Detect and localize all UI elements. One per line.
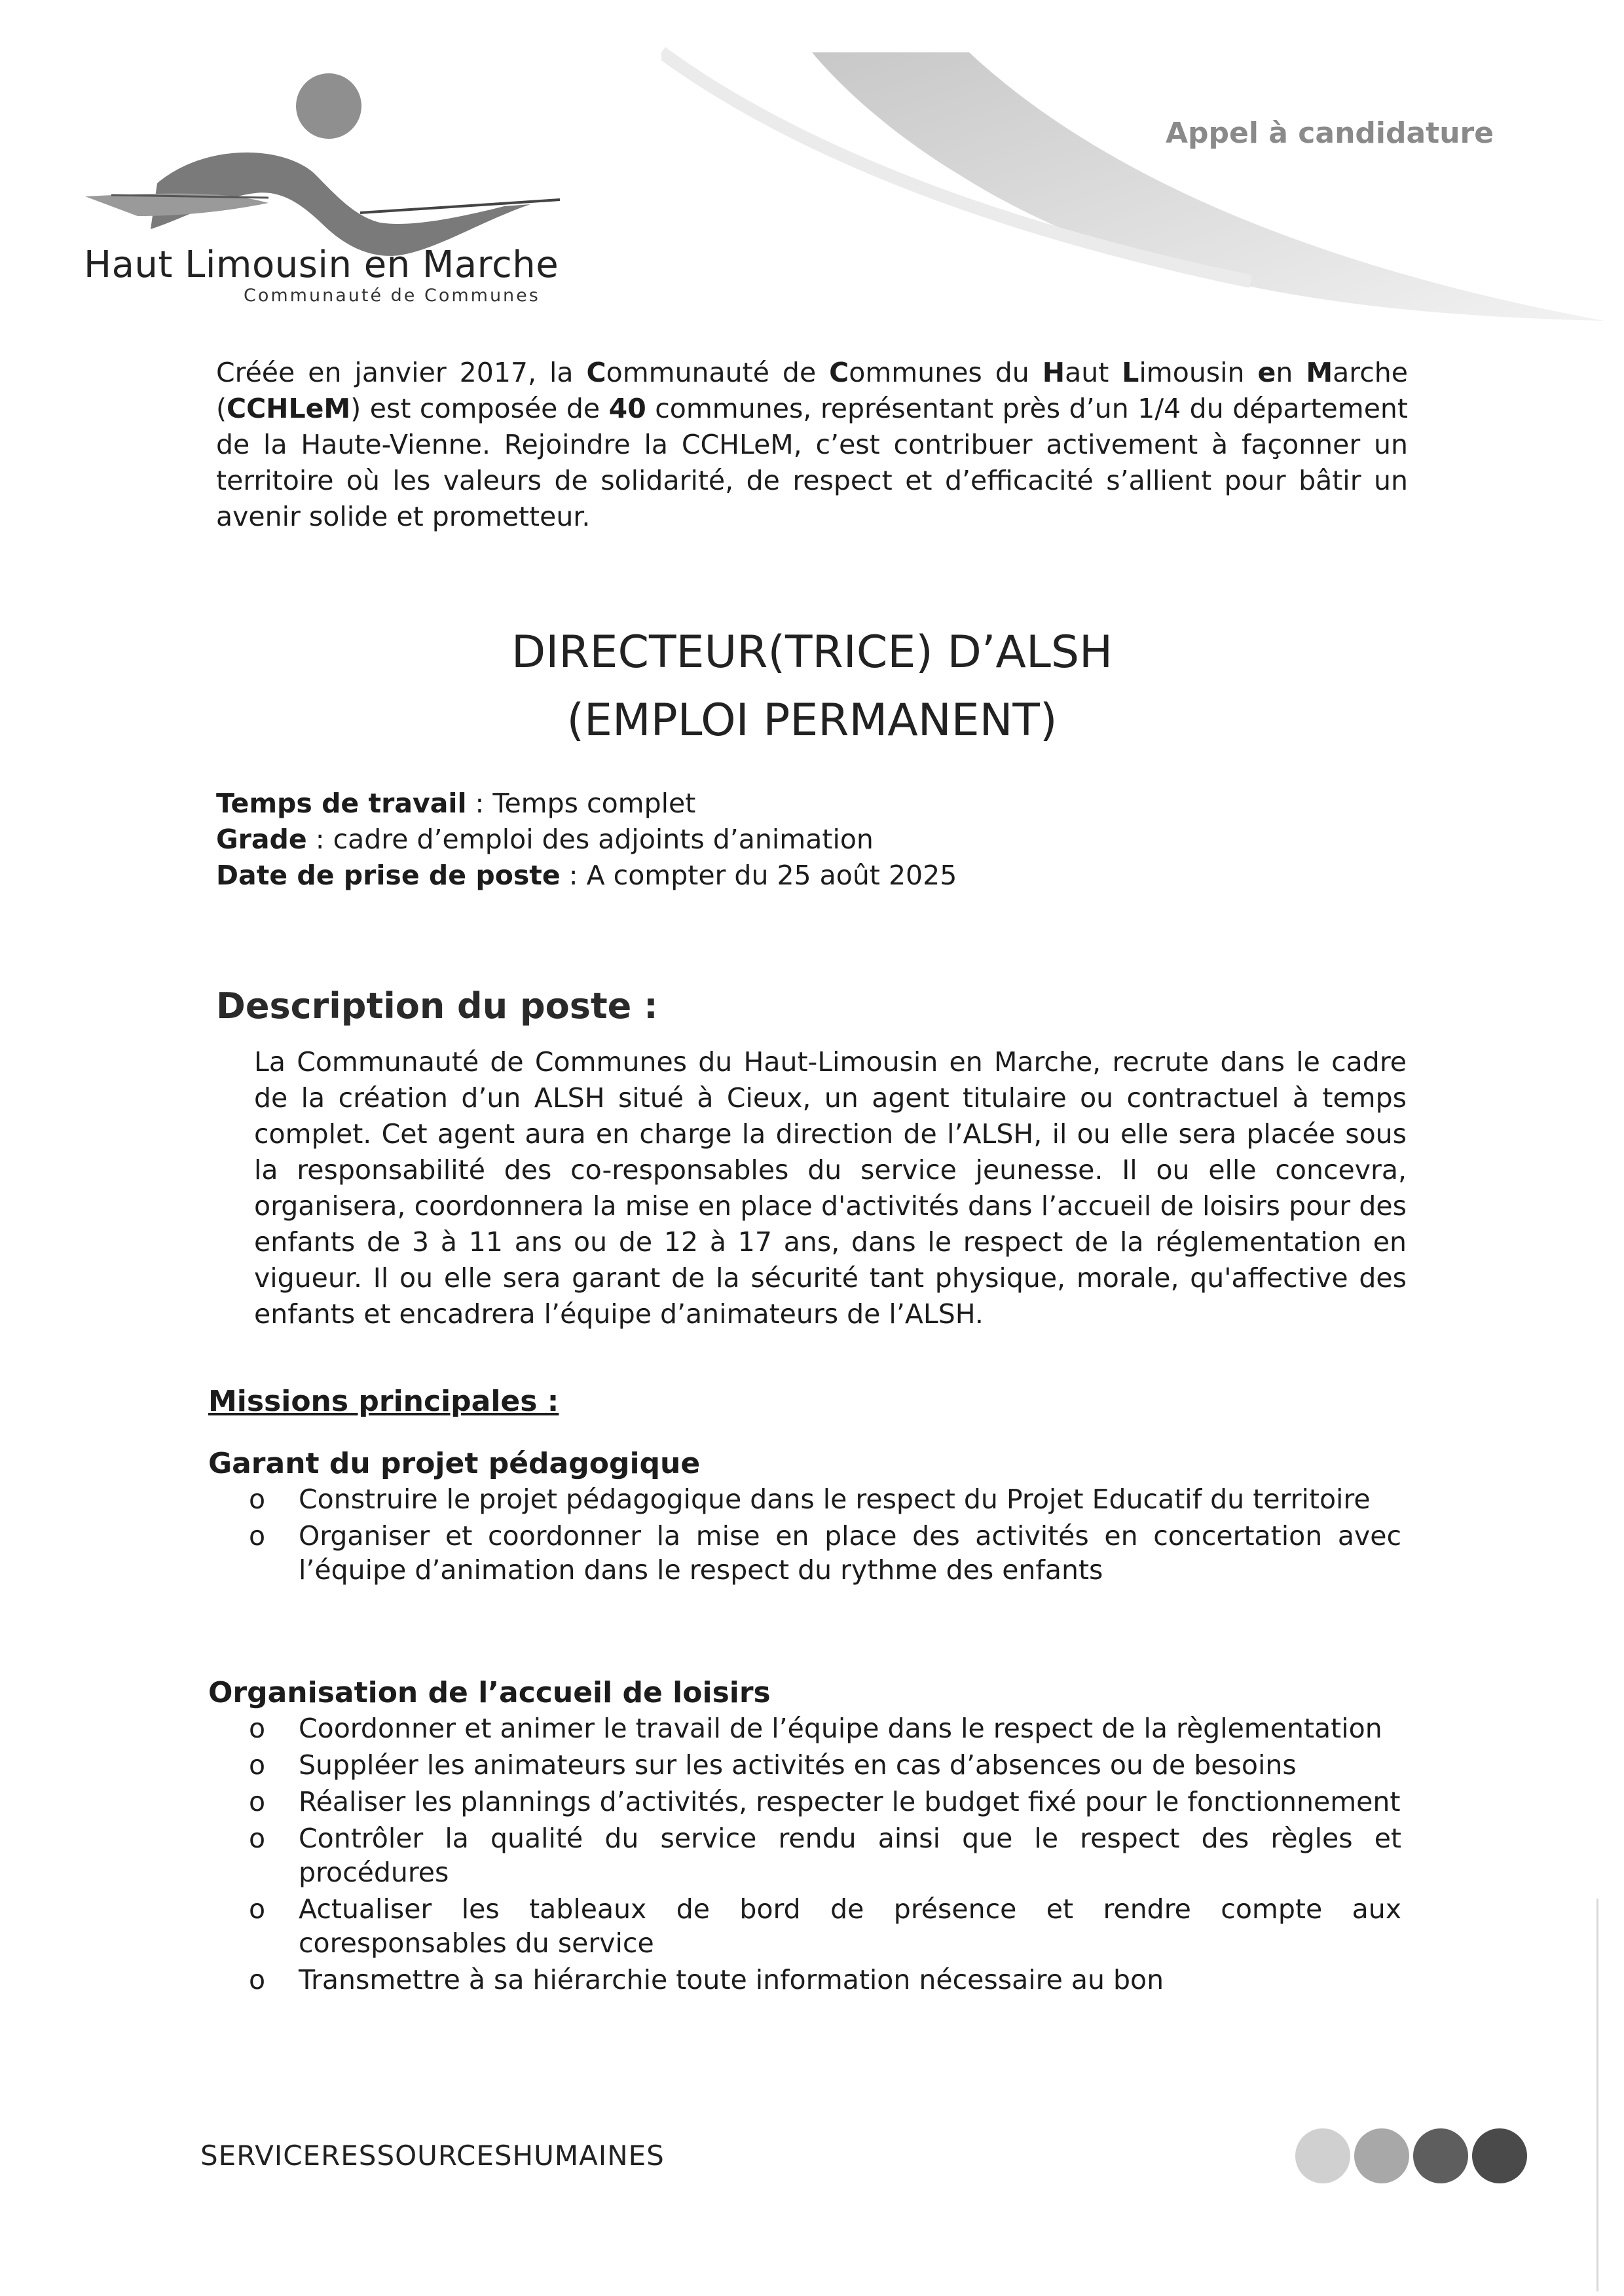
dot-1 xyxy=(1295,2128,1350,2183)
dot-2 xyxy=(1354,2128,1409,2183)
mission-list-2 xyxy=(249,1711,1401,1999)
mission-group-title: Organisation de l’accueil de loisirs xyxy=(208,1676,771,1709)
info-temps: Temps de travail : Temps complet xyxy=(216,788,696,819)
bullet-icon: o xyxy=(249,1484,266,1515)
list-item: o Actualiser les tableaux de bord de présence et rendre compte aux coresponsables du service xyxy=(249,1893,1401,1959)
footer-service: SERVICERESSOURCESHUMAINES xyxy=(200,2140,665,2172)
title-line-1: DIRECTEUR(TRICE) D’ALSH xyxy=(511,627,1113,678)
list-item: o Contrôler la qualité du service rendu ainsi que le respect des règles et procédures xyxy=(249,1823,1401,1888)
bullet-icon: o xyxy=(249,1713,266,1744)
missions-heading: Missions principales : xyxy=(208,1385,559,1418)
bullet-icon: o xyxy=(249,1823,266,1854)
org-name: Haut Limousin en Marche xyxy=(84,244,559,286)
header-tag: Appel à candidature xyxy=(1166,117,1494,150)
info-date: Date de prise de poste : A compter du 25 août 2025 xyxy=(216,860,957,891)
intro-paragraph: Créée en janvier 2017, la Communauté de Communes du Haut Limousin en Marche (CCHLeM) est composée de 40 communes, représentant près d’un 1/4 du département de la Haute-Vienne. Rejoindre la CCHLeM, c’est contribuer activement à façonner un territoire où les valeurs de solidarité, de respect et d’efficacité s’allient pour bâtir un avenir solide et prometteur. xyxy=(216,357,1408,532)
description-text: La Communauté de Communes du Haut-Limousin en Marche, recrute dans le cadre de la création d’un ALSH situé à Cieux, un agent titulaire ou contractuel à temps complet. Cet agent aura en charge la direction de l’ALSH, il ou elle sera placée sous la responsabilité des co-responsables du service jeunesse. Il ou elle concevra, organisera, coordonnera la mise en place d'activités dans l’accueil de loisirs pour des enfants de 3 à 11 ans ou de 12 à 17 ans, dans le respect de la réglementation en vigueur. Il ou elle sera garant de la sécurité tant physique, morale, qu'affective des enfants et encadrera l’équipe d’animateurs de l’ALSH. xyxy=(254,1046,1407,1330)
list-item: o Coordonner et animer le travail de l’équipe dans le respect de la règlementation xyxy=(249,1713,1382,1744)
mission-list-1 xyxy=(249,1482,1401,1590)
bullet-icon: o xyxy=(249,1893,266,1925)
list-item: o Organiser et coordonner la mise en place des activités en concertation avec l’équipe d’animation dans le respect du rythme des enfants xyxy=(249,1520,1401,1586)
list-item: o Réaliser les plannings d’activités, respecter le budget fixé pour le fonctionnement xyxy=(249,1786,1401,1817)
bullet-icon: o xyxy=(249,1749,266,1781)
page-edge-line xyxy=(1596,1899,1598,2291)
bullet-icon: o xyxy=(249,1786,266,1817)
list-item: o Suppléer les animateurs sur les activités en cas d’absences ou de besoins xyxy=(249,1749,1297,1781)
mission-group-title: Garant du projet pédagogique xyxy=(208,1447,701,1480)
org-type: Communauté de Communes xyxy=(244,285,540,306)
list-item: o Construire le projet pédagogique dans le respect du Projet Educatif du territoire xyxy=(249,1484,1371,1515)
dot-4 xyxy=(1472,2128,1527,2183)
info-grade: Grade : cadre d’emploi des adjoints d’animation xyxy=(216,824,874,855)
description-heading: Description du poste : xyxy=(216,985,658,1027)
list-item: o Transmettre à sa hiérarchie toute information nécessaire au bon xyxy=(249,1964,1164,1995)
bullet-icon: o xyxy=(249,1520,266,1552)
decorative-swoosh-icon xyxy=(661,46,1604,334)
footer-dots-icon xyxy=(1293,2123,1529,2189)
title-line-2: (EMPLOI PERMANENT) xyxy=(566,695,1058,746)
dot-3 xyxy=(1413,2128,1468,2183)
bullet-icon: o xyxy=(249,1964,266,1995)
page-title xyxy=(216,619,1408,755)
job-info xyxy=(216,786,1408,894)
